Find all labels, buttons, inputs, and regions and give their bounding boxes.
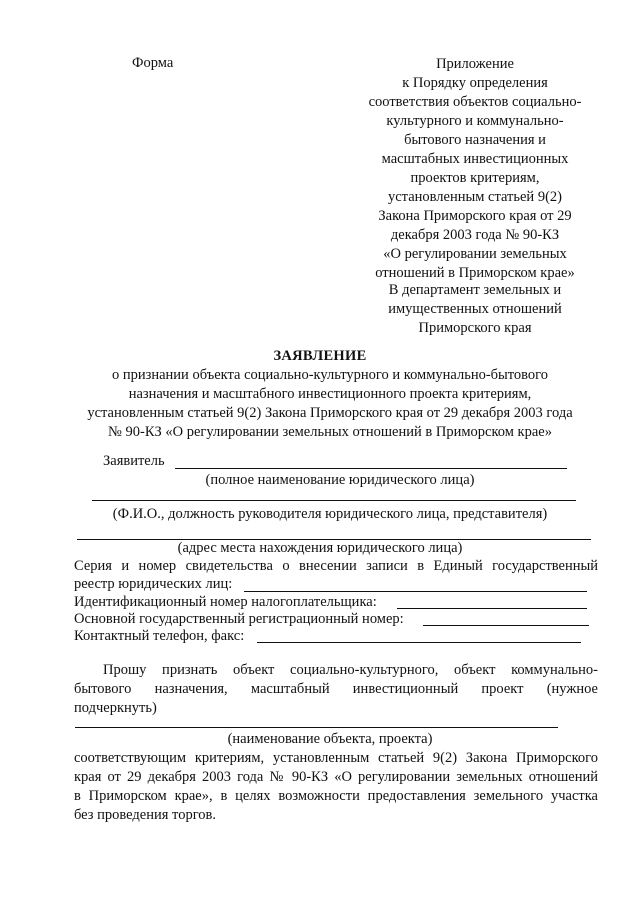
appendix-line: декабря 2003 года № 90-КЗ bbox=[390, 227, 560, 243]
addressee-line: имущественных отношений bbox=[388, 301, 562, 317]
request-line: подчеркнуть) bbox=[74, 700, 157, 716]
applicant-label: Заявитель bbox=[103, 453, 165, 469]
appendix-block bbox=[355, 55, 595, 283]
closing-line: в Приморском крае», в целях возможности предоставления земельного участка bbox=[74, 788, 598, 804]
appendix-line: Закона Приморского края от 29 bbox=[378, 208, 572, 224]
subject-line: назначения и масштабного инвестиционного проекта критериям, bbox=[128, 386, 532, 402]
applicant-name-field[interactable] bbox=[175, 468, 567, 469]
head-name-field[interactable] bbox=[92, 500, 576, 501]
phone-label: Контактный телефон, факс: bbox=[74, 628, 245, 644]
closing-line: соответствующим критериям, установленным статьей 9(2) Закона Приморского bbox=[74, 750, 598, 766]
form-label: Форма bbox=[132, 55, 174, 71]
inn-field[interactable] bbox=[397, 608, 587, 609]
ogrn-field[interactable] bbox=[423, 625, 589, 626]
appendix-line: «О регулировании земельных bbox=[383, 246, 567, 262]
appendix-line: бытового назначения и bbox=[404, 132, 546, 148]
object-caption: (наименование объекта, проекта) bbox=[227, 731, 433, 747]
appendix-line: масштабных инвестиционных bbox=[381, 151, 569, 167]
ogrn-label: Основной государственный регистрационный номер: bbox=[74, 611, 404, 627]
request-line: бытового назначения, масштабный инвестиционный проект (нужное bbox=[74, 681, 598, 697]
closing-line: без проведения торгов. bbox=[74, 807, 216, 823]
registry-text-line: Серия и номер свидетельства о внесении записи в Единый государственный bbox=[74, 558, 598, 574]
appendix-line: установленным статьей 9(2) bbox=[388, 189, 562, 205]
request-line: Прошу признать объект социально-культурного, объект коммунально- bbox=[103, 662, 598, 678]
appendix-line: проектов критериям, bbox=[410, 170, 540, 186]
applicant-caption: (полное наименование юридического лица) bbox=[205, 472, 475, 488]
appendix-line: Приложение bbox=[436, 56, 514, 72]
subject-line: установленным статьей 9(2) Закона Приморского края от 29 декабря 2003 года bbox=[87, 405, 573, 421]
address-caption: (адрес места нахождения юридического лица) bbox=[177, 540, 463, 556]
appendix-line: отношений в Приморском крае» bbox=[375, 265, 575, 281]
phone-field[interactable] bbox=[257, 642, 581, 643]
registry-label: реестр юридических лиц: bbox=[74, 576, 233, 592]
object-name-field[interactable] bbox=[75, 727, 558, 728]
inn-label: Идентификационный номер налогоплательщика: bbox=[74, 594, 377, 610]
registry-number-field[interactable] bbox=[244, 591, 587, 592]
head-caption: (Ф.И.О., должность руководителя юридического лица, представителя) bbox=[112, 506, 548, 522]
addressee-line: Приморского края bbox=[418, 320, 532, 336]
addressee-block bbox=[360, 281, 590, 338]
appendix-line: соответствия объектов социально- bbox=[368, 94, 582, 110]
document-subject bbox=[60, 366, 600, 442]
appendix-line: к Порядку определения bbox=[402, 75, 548, 91]
closing-line: края от 29 декабря 2003 года № 90-КЗ «О регулировании земельных отношений bbox=[74, 769, 598, 785]
subject-line: о признании объекта социально-культурного и коммунально-бытового bbox=[111, 367, 549, 383]
document-title: ЗАЯВЛЕНИЕ bbox=[273, 348, 367, 364]
subject-line: № 90-КЗ «О регулировании земельных отношений в Приморском крае» bbox=[108, 424, 552, 440]
addressee-line: В департамент земельных и bbox=[388, 282, 562, 298]
appendix-line: культурного и коммунально- bbox=[386, 113, 564, 129]
